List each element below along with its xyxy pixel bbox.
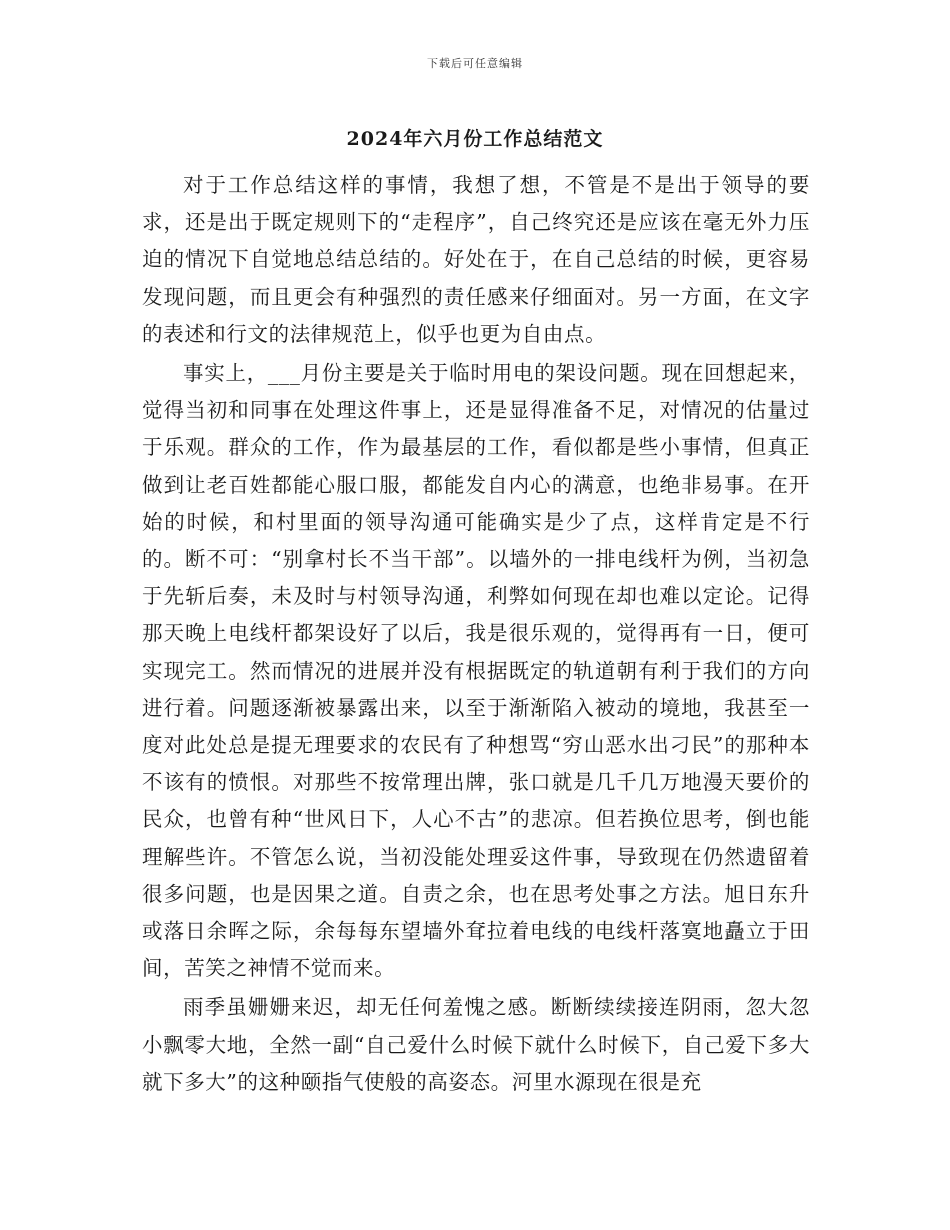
paragraph-1: 对于工作总结这样的事情，我想了想，不管是不是出于领导的要求，还是出于既定规则下的“走程序”，自己终究还是应该在毫无外力压迫的情况下自觉地总结总结的。好处在于，在自己总结的时候，更容易发现问题，而且更会有种强烈的责任感来仔细面对。另一方面，在文字的表述和行文的法律规范上，似乎也更为自由点。 xyxy=(142,173,810,346)
paragraph-3: 雨季虽姗姗来迟，却无任何羞愧之感。断断续续接连阴雨，忽大忽小飘零大地，全然一副“自己爱什么时候下就什么时候下，自己爱下多大就下多大”的这种颐指气使般的高姿态。河里水源现在很是充 xyxy=(142,995,810,1094)
download-note: 下载后可任意编辑 xyxy=(427,57,523,70)
paragraph-2: 事实上，___月份主要是关于临时用电的架设问题。现在回想起来，觉得当初和同事在处理这件事上，还是显得准备不足，对情况的估量过于乐观。群众的工作，作为最基层的工作，看似都是些小事情，但真正做到让老百姓都能心服口服，都能发自内心的满意，也绝非易事。在开始的时候，和村里面的领导沟通可能确实是少了点，这样肯定是不行的。断不可：“别拿村长不当干部”。以墙外的一排电线杆为例，当初急于先斩后奏，未及时与村领导沟通，利弊如何现在却也难以定论。记得那天晚上电线杆都架设好了以后，我是很乐观的，觉得再有一日，便可实现完工。然而情况的进展并没有根据既定的轨道朝有利于我们的方向进行着。问题逐渐被暴露出来，以至于渐渐陷入被动的境地，我甚至一度对此处总是提无理要求的农民有了种想骂“穷山恶水出刁民”的那种本不该有的愤恨。对那些不按常理出牌，张口就是几千几万地漫天要价的民众，也曾有种“世风日下，人心不古”的悲凉。但若换位思考，倒也能理解些许。不管怎么说，当初没能处理妥这件事，导致现在仍然遗留着很多问题，也是因果之道。自责之余，也在思考处事之方法。旭日东升或落日余晖之际，余每每东望墙外耷拉着电线的电线杆落寞地矗立于田间，苦笑之神情不觉而来。 xyxy=(142,361,810,981)
document-title: 2024年六月份工作总结范文 xyxy=(346,128,604,150)
document-body xyxy=(142,167,810,1103)
